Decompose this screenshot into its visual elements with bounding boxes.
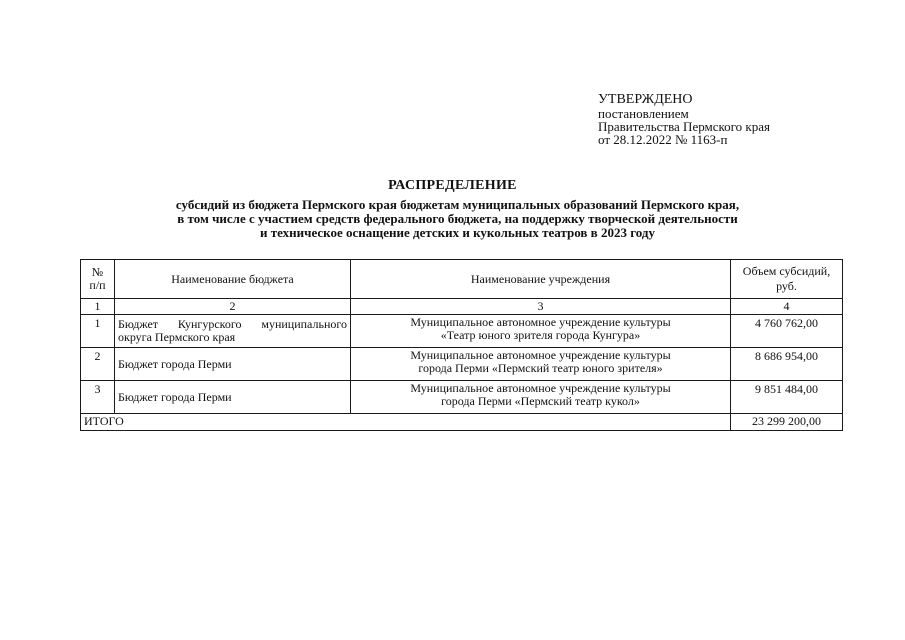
header-amount-line-1: Объем субсидий, (742, 264, 831, 278)
table-row (81, 348, 843, 381)
row-institution (351, 348, 731, 381)
row-budget: Бюджет города Перми (115, 381, 351, 414)
document-title: РАСПРЕДЕЛЕНИЕ (388, 178, 517, 193)
approval-line-1: постановлением (598, 106, 689, 121)
total-row (81, 414, 843, 431)
row-budget-line-1: Бюджет Кунгурского муниципального (118, 317, 347, 331)
row-institution (351, 381, 731, 414)
row-budget: Бюджет города Перми (115, 348, 351, 381)
header-institution: Наименование учреждения (351, 260, 731, 299)
approval-line-3: от 28.12.2022 № 1163-п (598, 132, 728, 147)
total-amount: 23 299 200,00 (731, 414, 843, 431)
subtitle-line-2: в том числе с участием средств федерального бюджета, на поддержку творческой деятельности (177, 211, 738, 226)
row-amount: 9 851 484,00 (731, 381, 843, 414)
row-budget-line-2: округа Пермского края (118, 330, 236, 344)
row-amount: 4 760 762,00 (731, 315, 843, 348)
table-row (81, 381, 843, 414)
header-amount (731, 260, 843, 299)
subtitle-line-1: субсидий из бюджета Пермского края бюджетам муниципальных образований Пермского края, (175, 197, 740, 212)
column-number-4: 4 (731, 299, 843, 315)
header-number-line-1: № (91, 265, 104, 279)
distribution-table (80, 259, 843, 431)
column-number-2: 2 (115, 299, 351, 315)
table-header-row (81, 260, 843, 299)
row-number: 1 (81, 315, 115, 348)
header-amount-line-2: руб. (776, 279, 797, 293)
row-institution-line-1: Муниципальное автономное учреждение культуры (410, 381, 671, 395)
table-row (81, 315, 843, 348)
total-label: ИТОГО (81, 414, 731, 431)
document-subtitle (100, 198, 815, 240)
approval-line-2: Правительства Пермского края (598, 119, 770, 134)
header-number (81, 260, 115, 299)
column-number-3: 3 (351, 299, 731, 315)
header-budget: Наименование бюджета (115, 260, 351, 299)
row-number: 3 (81, 381, 115, 414)
row-institution-line-1: Муниципальное автономное учреждение культуры (410, 315, 671, 329)
row-institution-line-2: города Перми «Пермский театр юного зрителя» (418, 361, 663, 375)
row-amount: 8 686 954,00 (731, 348, 843, 381)
row-institution-line-2: города Перми «Пермский театр кукол» (441, 394, 640, 408)
row-institution-line-2: «Театр юного зрителя города Кунгура» (440, 328, 641, 342)
header-number-line-2: п/п (89, 278, 106, 292)
column-number-1: 1 (81, 299, 115, 315)
row-institution (351, 315, 731, 348)
row-budget (115, 315, 351, 348)
column-number-row (81, 299, 843, 315)
subtitle-line-3: и техническое оснащение детских и кукольных театров в 2023 году (260, 225, 655, 240)
row-institution-line-1: Муниципальное автономное учреждение культуры (410, 348, 671, 362)
row-number: 2 (81, 348, 115, 381)
approval-title: УТВЕРЖДЕНО (598, 92, 693, 107)
approval-stamp (598, 92, 770, 146)
